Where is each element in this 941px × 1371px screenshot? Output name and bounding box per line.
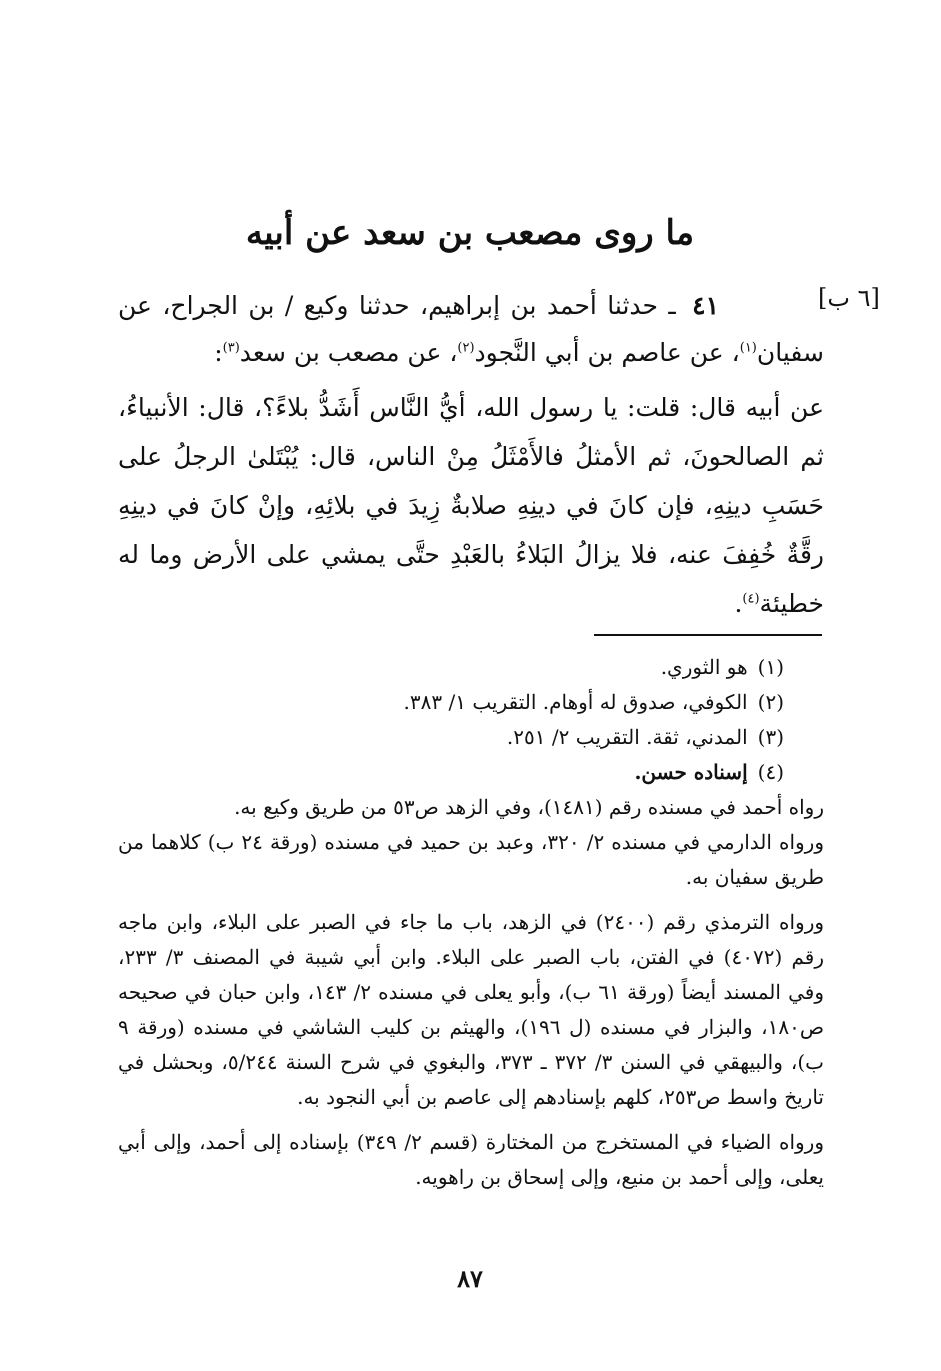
- footnote-1-number: (١): [757, 655, 784, 679]
- footnote-2: [118, 685, 824, 720]
- isnad-line-1: ـ حدثنا أحمد بن إبراهيم، حدثنا وكيع / بن الجراح، عن: [118, 291, 676, 320]
- footnotes: [118, 650, 824, 1195]
- chapter-title: ما روى مصعب بن سعد عن أبيه: [245, 213, 695, 253]
- footnote-ref-4[interactable]: (٤): [742, 591, 760, 607]
- footnote-3-number: (٣): [757, 725, 784, 749]
- isnad-text-a: سفيان: [756, 338, 824, 367]
- footnote-1-text: هو الثوري.: [660, 655, 748, 679]
- footnote-3-text: المدني، ثقة. التقريب ٢/ ٢٥١.: [506, 725, 748, 749]
- footnote-4-number: (٤): [757, 760, 784, 784]
- hadith-isnad: [118, 282, 824, 376]
- footnote-4-text: إسناده حسن.: [634, 760, 748, 784]
- isnad-text-d: :: [214, 338, 223, 367]
- footnote-ref-2[interactable]: (٢): [457, 340, 475, 356]
- page-number: ٨٧: [457, 1264, 483, 1293]
- footnote-4-para-2: ورواه الدارمي في مسنده ٢/ ٣٢٠، وعبد بن حميد في مسنده (ورقة ٢٤ ب) كلاهما من طريق سفيان به.: [118, 830, 824, 889]
- footnote-2-number: (٢): [757, 690, 784, 714]
- hadith-number: ٤١: [692, 291, 719, 320]
- isnad-text-c: ، عن مصعب بن سعد: [239, 338, 458, 367]
- footnote-ref-1[interactable]: (١): [739, 340, 757, 356]
- matn-end: .: [734, 589, 743, 618]
- matn-text: عن أبيه قال: قلت: يا رسول الله، أيُّ النَّاس أَشَدُّ بلاءً؟، قال: الأنبياءُ، ثم الصالحونَ، ثم الأمثلُ فالأَمْثَلُ مِنْ الناس، قال: يُبْتَلىٰ الرجلُ على حَسَبِ دينِهِ، فإن كانَ في دينِهِ صلابةٌ زِيدَ في بلائِهِ، وإنْ كانَ في دينِهِ رقَّةٌ خُفِفَ عنه، فلا يزالُ البَلاءُ بالعَبْدِ حتَّى يمشي على الأرض وما له خطيئة: [118, 393, 824, 618]
- hadith-matn: [118, 383, 824, 628]
- footnote-4-para-1: رواه أحمد في مسنده رقم (١٤٨١)، وفي الزهد ص٥٣ من طريق وكيع به.: [234, 795, 824, 819]
- footnote-ref-3[interactable]: (٣): [222, 340, 240, 356]
- footnote-4-para-3: ورواه الترمذي رقم (٢٤٠٠) في الزهد، باب ما جاء في الصبر على البلاء، وابن ماجه رقم (٤٠٧٢) في الفتن، باب الصبر على البلاء. وابن أبي شيبة في المصنف ٣/ ٢٣٣، وفي المسند أيضاً (ورقة ٦١ ب)، وأبو يعلى في مسنده ٢/ ١٤٣، وابن حبان في صحيحه ص١٨٠، والبزار في مسنده (ل ١٩٦)، والهيثم بن كليب الشاشي في مسنده (ورقة ٩ ب)، والبيهقي في السنن ٣/ ٣٧٢ ـ ٣٧٣، والبغوي في شرح السنة ٥/٢٤٤، وبحشل في تاريخ واسط ص٢٥٣، كلهم بإسنادهم إلى عاصم بن أبي النجود به.: [118, 910, 825, 1109]
- isnad-first-line: [118, 282, 824, 329]
- footnote-separator: [594, 634, 822, 636]
- footnote-4-para-4: ورواه الضياء في المستخرج من المختارة (قسم ٢/ ٣٤٩) بإسناده إلى أحمد، وإلى أبي يعلى، وإلى أحمد بن منيع، وإلى إسحاق بن راهويه.: [118, 1130, 824, 1189]
- footnote-1: [118, 650, 824, 685]
- footnote-4: [118, 755, 824, 790]
- footnote-2-text: الكوفي، صدوق له أوهام. التقريب ١/ ٣٨٣.: [403, 690, 748, 714]
- manuscript-folio-note: [٦ ب]: [818, 284, 880, 312]
- isnad-text-b: ، عن عاصم بن أبي النَّجود: [474, 338, 740, 367]
- footnote-3: [118, 720, 824, 755]
